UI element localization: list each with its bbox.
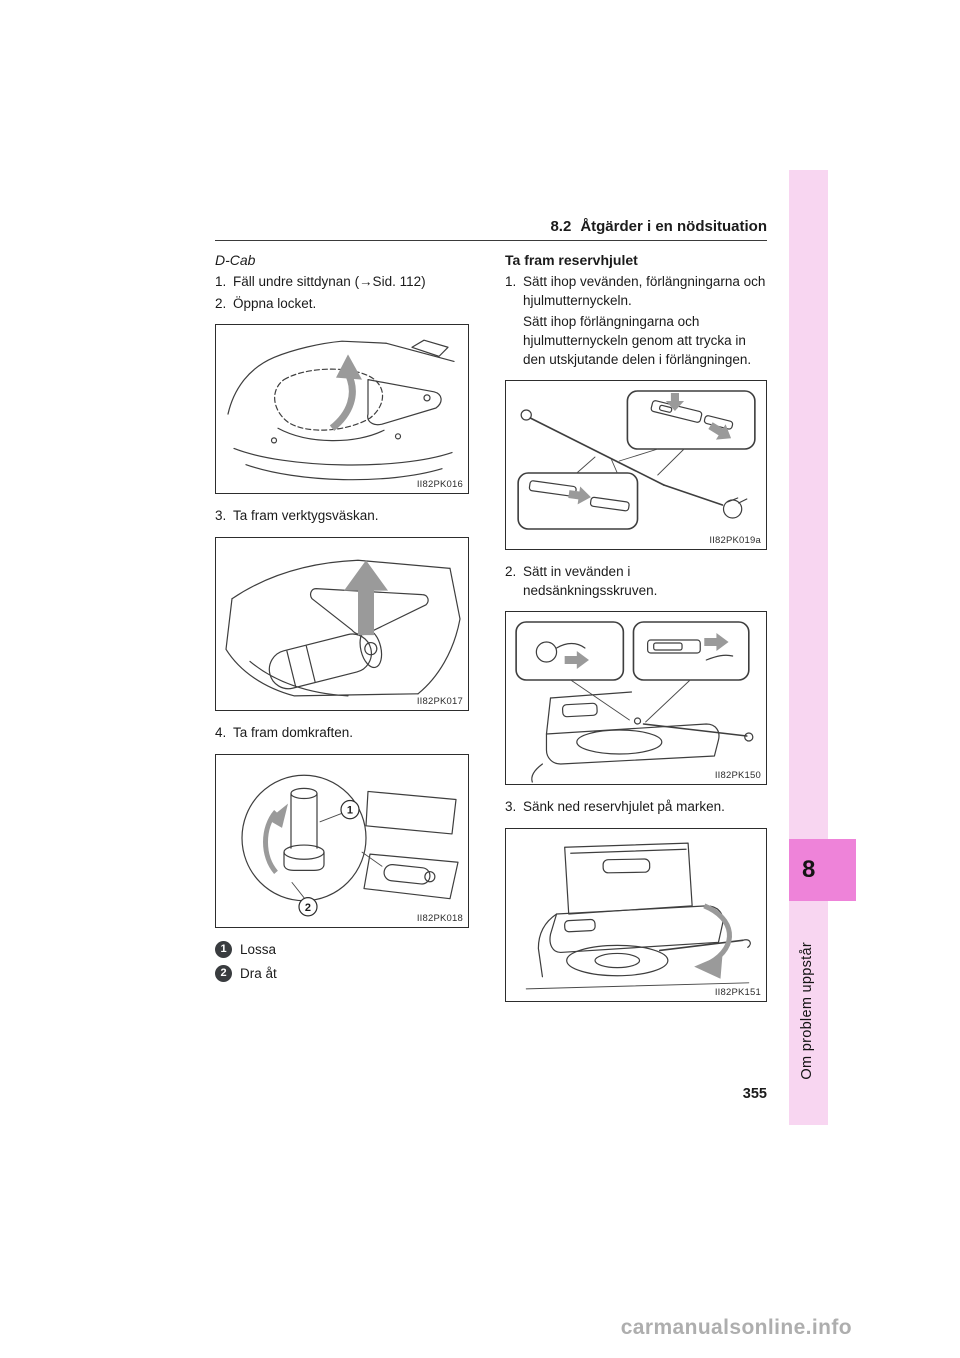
figure-II82PK151 [505, 828, 767, 1002]
legend-label: Dra åt [240, 965, 277, 981]
figure-code: II82PK018 [416, 912, 463, 924]
variant-subtitle: D-Cab [215, 252, 256, 268]
chapter-label: Om problem uppstår [799, 942, 815, 1080]
step-number: 4. [215, 724, 227, 740]
figure-II82PK150 [505, 611, 767, 785]
left-step-4 [215, 724, 469, 743]
right-step-2 [505, 563, 767, 600]
right-step-1 [505, 273, 767, 310]
step-text: Sätt ihop vevänden, förlängningarna och hjulmutternyckeln. [523, 274, 766, 308]
legend-number-badge: 1 [215, 941, 232, 958]
step-note: Sätt ihop förlängningarna och hjulmutternyckeln genom att trycka in den utskjutande delen i förlängningen. [523, 314, 752, 367]
right-step-3 [505, 798, 767, 817]
slot-insert-arrow [704, 633, 728, 651]
page-content [215, 218, 767, 1015]
two-column-layout [215, 250, 767, 1015]
step-text: Öppna locket. [233, 295, 317, 311]
step-text: Fäll undre sittdynan (→Sid. 112) [233, 274, 426, 289]
legend-item-1 [215, 941, 469, 958]
figure-II82PK016 [215, 324, 469, 494]
step-text: Ta fram verktygsväskan. [233, 508, 379, 524]
right-column [505, 250, 767, 1015]
left-step-2 [215, 295, 469, 314]
insert-crank-illustration [506, 612, 766, 784]
lower-arrow [704, 906, 729, 963]
page-number: 355 [742, 1086, 767, 1102]
section-header [215, 218, 767, 241]
step-number: 3. [215, 508, 227, 524]
step-text: Ta fram domkraften. [233, 724, 354, 740]
step-text: Sänk ned reservhjulet på marken. [523, 799, 725, 815]
step-number: 1. [215, 274, 227, 289]
procedure-title: Ta fram reservhjulet [505, 252, 638, 268]
lid-opening-dashed-outline [275, 369, 383, 430]
step-number: 2. [505, 564, 517, 580]
jack-removal-illustration [216, 755, 468, 927]
tool-bag [265, 627, 385, 692]
lift-out-arrow [344, 560, 388, 635]
press-pin-arrow [666, 393, 684, 411]
legend-label: Lossa [240, 941, 277, 957]
spare-tire [567, 945, 668, 975]
callout-1: 1 [346, 804, 354, 817]
seat-lid-open-illustration [216, 325, 468, 493]
section-title: Åtgärder i en nödsituation [580, 218, 767, 235]
figure-code: II82PK016 [416, 479, 463, 491]
figure-code: II82PK019a [709, 535, 761, 547]
open-lid-arrow [332, 374, 352, 429]
step-text: Sätt in vevänden i nedsänkningsskruven. [523, 564, 658, 598]
crank-rod [644, 724, 747, 736]
callout-2: 2 [304, 901, 312, 914]
left-step-3 [215, 507, 469, 526]
left-column [215, 250, 469, 1015]
legend-number-badge: 2 [215, 965, 232, 982]
tool-bag-illustration [216, 538, 468, 710]
figure-code: II82PK151 [714, 987, 761, 998]
rod-assembly-illustration [506, 381, 766, 549]
figure-code: II82PK017 [416, 695, 463, 707]
legend-item-2 [215, 965, 469, 982]
figure-code: II82PK150 [714, 770, 761, 782]
figure-II82PK019a [505, 380, 767, 550]
step-number: 2. [215, 295, 227, 311]
step-number: 1. [505, 274, 517, 289]
crank-rod [530, 418, 664, 485]
step-number: 3. [505, 799, 517, 815]
left-step-1 [215, 273, 469, 292]
join-arrow [568, 485, 593, 506]
watermark-text: carmanualsonline.info [620, 1316, 852, 1339]
figure-II82PK018 [215, 754, 469, 928]
lower-spare-tire-illustration [506, 829, 766, 1001]
chapter-number: 8 [802, 856, 816, 883]
section-number: 8.2 [550, 218, 572, 235]
hook-insert-arrow [565, 651, 589, 669]
chapter-tab [789, 839, 856, 901]
figure-II82PK017 [215, 537, 469, 711]
